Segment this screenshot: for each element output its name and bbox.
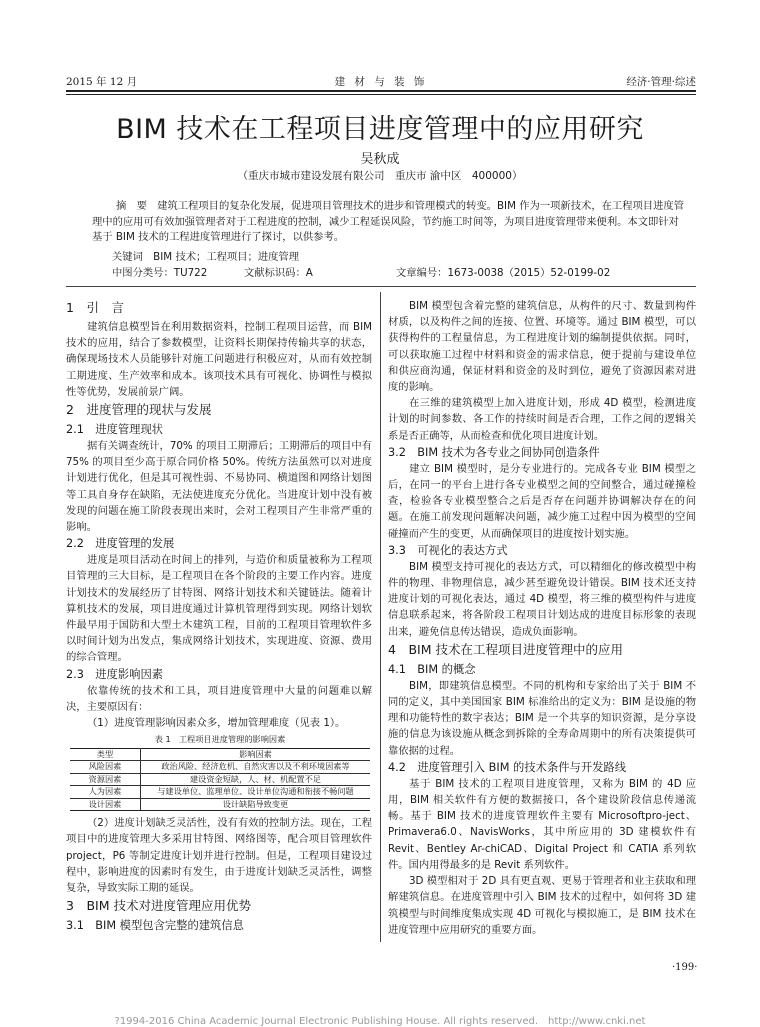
right-column [388, 298, 696, 938]
paper-title: BIM 技术在工程项目进度管理中的应用研究 [116, 114, 644, 145]
table-caption: 表 1 工程项目进度管理的影响因素 [154, 734, 286, 745]
section-heading: 1 引 言 [66, 300, 124, 315]
paragraph: 据有关调查统计，70% 的项目工期滞后；工期滞后的项目中有 75% 的项目至少高于原合同价格 50%。传统方法虽然可以对进度计划进行优化，但是其可视性弱、不易协同、横道图和网络计划图等工具自身存在缺陷，无法使进度充分优化。当进度计划中没有被发现的问题在施工阶段表现出来时，会对工程项目产生非常严重的影响。 [66, 440, 372, 534]
table-cell: 人为因素 [70, 786, 141, 799]
paragraph: 建立 BIM 模型时，是分专业进行的。完成各专业 BIM 模型之后，在同一的平台上进行各专业模型之间的空间整合，通过碰撞检查，检验各专业模型整合之后是否存在问题并协调解决存在的问题。在施工前发现问题解决问题，减少施工过程中因为模型的空间碰撞而产生的变更，从而确保项目的进度按计划实施。 [388, 462, 696, 540]
journal-name: 建 材 与 装 饰 [334, 76, 428, 88]
left-column [66, 298, 372, 934]
column-divider [380, 292, 381, 942]
page-number: ·199· [672, 962, 698, 973]
running-header [66, 74, 696, 90]
paragraph: BIM，即建筑信息模型。不同的机构和专家给出了关于 BIM 不同的定义，其中美国国家 BIM 标准给出的定义为：BIM 是设施的物理和功能特性的数字表达；BIM 是一个共享的知识资源，是分享设施的信息为该设施从概念到拆除的全寿命周期中的所有决策提供可靠依据的过程。 [388, 679, 696, 757]
subsection-heading: 3.1 BIM 模型包含完整的建筑信息 [66, 919, 244, 933]
table-row [70, 761, 370, 774]
paragraph: BIM 模型包含着完整的建筑信息，从构件的尺寸、数量到构件材质，以及构件之间的连接、位置、环境等。通过 BIM 模型，可以获得构件的工程量信息，为工程进度计划的编制提供依据。同时，可以获取施工过程中材料和资金的需求信息，便于提前与建设单位和供应商沟通，保证材料和资金的及时到位，避免了资源因素对进度的影响。 [388, 300, 696, 394]
abstract-divider [66, 286, 696, 287]
section-heading: 4 BIM 技术在工程项目进度管理中的应用 [388, 641, 623, 657]
paragraph: 依靠传统的技术和工具，项目进度管理中大量的问题难以解决，主要原因有： [66, 684, 372, 713]
paragraph: 3D 模型相对于 2D 具有更直观、更易于管理者和业主获取和理解建筑信息。在进度管理中引入 BIM 技术的过程中，如何将 3D 建筑模型与时间维度集成实现 4D 可视化与模拟施工，是 BIM 技术在进度管理中应用研究的重要方面。 [388, 875, 696, 936]
table-cell: 政治风险、经济危机、自然灾害以及不利环境因素等 [141, 761, 371, 774]
keywords: 关键词 BIM 技术；工程项目；进度管理 [112, 251, 300, 263]
header-rule-thin [66, 94, 696, 95]
issue-date: 2015 年 12 月 [66, 76, 138, 88]
table-header-cell: 类型 [70, 748, 141, 761]
abstract: 摘 要 建筑工程项目的复杂化发展，促进项目管理技术的进步和管理模式的转变。BIM 作为一项新技术，在工程项目进度管理中的应用可有效加强管理者对于工程进度的控制，减少工程延误风险，节约施工时间等，为项目进度管理带来便利。本文即针对基于 BIM 技术的工程进度管理进行了探讨，以供参考。 [92, 200, 684, 243]
section-name: 经济·管理·综述 [626, 76, 696, 88]
table-cell: 资源因素 [70, 773, 141, 786]
influence-factors-table [70, 734, 370, 811]
author-name: 吴秋成 [360, 152, 400, 167]
subsection-heading: 4.2 进度管理引入 BIM 的技术条件与开发路线 [388, 760, 627, 774]
table-cell: 风险因素 [70, 761, 141, 774]
subsection-heading: 2.3 进度影响因素 [66, 667, 164, 681]
subsection-heading: 2.1 进度管理现状 [66, 423, 164, 437]
header-rule-thick [66, 90, 696, 92]
article-number: 文章编号：1673-0038（2015）52-0199-02 [396, 267, 611, 279]
section-heading: 3 BIM 技术对进度管理应用优势 [66, 898, 251, 914]
paragraph: 进度是项目活动在时间上的排列，与造价和质量被称为工程项目管理的三大目标，是工程项目在各个阶段的主要工作内容。进度计划技术的发展经历了甘特图、网络计划技术和关键链法。随着计算机技术的发展，项目进度通过计算机管理得到实现。网络计划软件最早用于国防和大型土木建筑工程，目前的工程项目管理软件多以时间计划为出发点，集成网络计划技术，实现进度、资源、费用的综合管理。 [66, 554, 372, 664]
paragraph: 建筑信息模型旨在利用数据资料，控制工程项目运营，而 BIM 技术的应用，结合了参数模型，让资料长期保持传输共享的状态，确保现场技术人员能够针对施工问题进行积极应对，从而有效控制工期进度、生产效率和成本。该项技术具有可视化、协调性与模拟性等优势，发展前景广阔。 [66, 321, 372, 398]
table-cell: 与建设单位、监理单位、设计单位沟通和衔接不畅问题 [141, 786, 371, 799]
subsection-heading: 2.2 进度管理的发展 [66, 537, 175, 551]
section-heading: 2 进度管理的现状与发展 [66, 402, 212, 418]
paragraph: （1）进度管理影响因素众多，增加管理难度（见表 1）。 [87, 717, 346, 730]
document-code: 文献标识码：A [244, 267, 313, 279]
author-affiliation: （重庆市城市建设发展有限公司 重庆市 渝中区 400000） [237, 170, 523, 182]
table-row [70, 798, 370, 811]
table-cell: 建设资金短缺，人、材、机配置不足 [141, 773, 371, 786]
paragraph: （2）进度计划缺乏灵活性，没有有效的控制方法。现在，工程项目中的进度管理大多采用甘特图、网络图等，配合项目管理软件 project，P6 等制定进度计划并进行控制。但是，工程项目建设过程中，影响进度的因素时有发生，由于进度计划缺乏灵活性，调整复杂，导致实际工期的延误。 [66, 817, 372, 895]
copyright-notice: ?1994-2016 China Academic Journal Electronic Publishing House. All rights reserved. http://www.cnki.net [114, 1016, 646, 1027]
table-header-row [70, 748, 370, 761]
subsection-heading: 3.3 可视化的表达方式 [388, 543, 508, 557]
clc-number: 中图分类号：TU722 [112, 267, 208, 279]
paragraph: 基于 BIM 技术的工程项目进度管理，又称为 BIM 的 4D 应用，BIM 相关软件有方便的数据接口，各个建设阶段信息传递流畅。基于 BIM 技术的进度管理软件主要有 Microsoftpro-ject、Primavera6.0、NavisWorks，其中所应用的 3D 建模软件有 Revit、Bentley Ar-chiCAD、Digital Project 和 CATIA 系列软件。国内用得最多的是 Revit 系列软件。 [388, 777, 696, 871]
paragraph: 在三维的建筑模型上加入进度计划，形成 4D 模型，检测进度计划的时间参数、各工作的持续时间是否合理，工作之间的逻辑关系是否正确等，从而检查和优化项目进度计划。 [388, 397, 696, 442]
paragraph: BIM 模型支持可视化的表达方式，可以精细化的修改模型中构件的物理、非物理信息，减少甚至避免设计错误。BIM 技术还支持进度计划的可视化表达，通过 4D 模型，将三维的模型构件与进度信息联系起来，将各阶段工程项目计划达成的进度目标形象的表现出来，避免信息传达错误，造成负面影响。 [388, 560, 696, 638]
table-cell: 设计缺陷导致变更 [141, 798, 371, 811]
subsection-heading: 4.1 BIM 的概念 [388, 662, 476, 676]
table-cell: 设计因素 [70, 798, 141, 811]
table-header-cell: 影响因素 [141, 748, 371, 761]
table-row [70, 786, 370, 799]
table-row [70, 773, 370, 786]
subsection-heading: 3.2 BIM 技术为各专业之间协同创造条件 [388, 445, 600, 459]
